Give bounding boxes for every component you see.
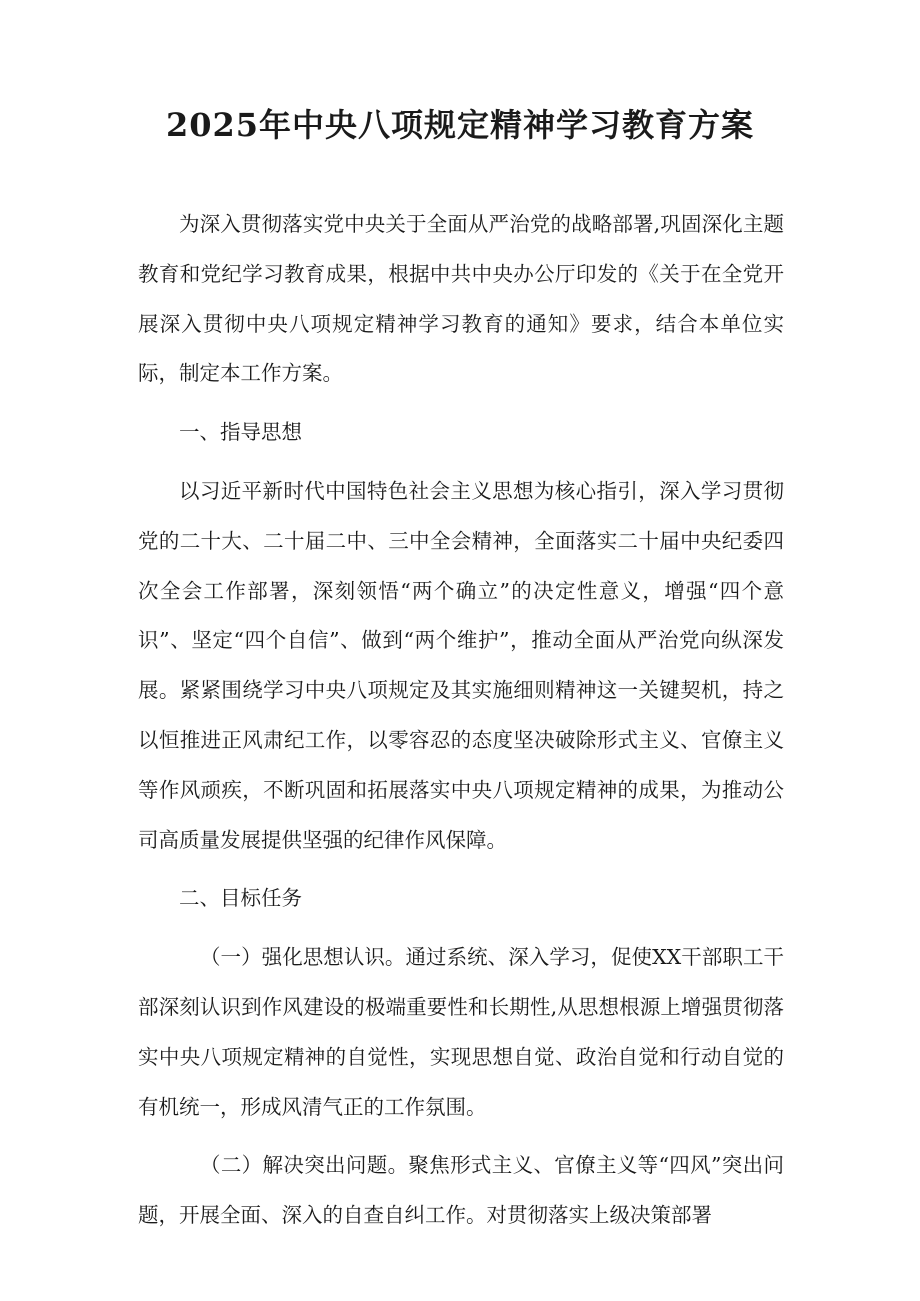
section-heading-goals: 二、目标任务 xyxy=(179,886,302,911)
guiding-thought-paragraph: 以习近平新时代中国特色社会主义思想为核心指引，深入学习贯彻党的二十大、二十届二中、三中全会精神，全面落实二十届中央纪委四次全会工作部署，深刻领悟“两个确立”的决定性意义，增强“四个意识”、坚定“四个自信”、做到“两个维护”，推动全面从严治党向纵深发展。紧紧围绕学习中央八项规定及其实施细则精神这一关键契机，持之以恒推进正风肃纪工作，以零容忍的态度坚决破除形式主义、官僚主义等作风顽疾，不断巩固和拓展落实中央八项规定精神的成果，为推动公司高质量发展提供坚强的纪律作风保障。 xyxy=(138,478,784,852)
goal-item-1-paragraph: （一）强化思想认识。通过系统、深入学习，促使XX干部职工干部深刻认识到作风建设的极端重要性和长期性,从思想根源上增强贯彻落实中央八项规定精神的自觉性，实现思想自觉、政治自觉和行动自觉的有机统一，形成风清气正的工作氛围。 xyxy=(138,945,784,1119)
document-title: 2025年中央八项规定精神学习教育方案 xyxy=(165,106,755,144)
document-body xyxy=(138,200,784,1250)
intro-paragraph: 为深入贯彻落实党中央关于全面从严治党的战略部署,巩固深化主题教育和党纪学习教育成果，根据中共中央办公厅印发的《关于在全党开展深入贯彻中央八项规定精神学习教育的通知》要求，结合本单位实际，制定本工作方案。 xyxy=(138,212,784,386)
section-heading-guiding-thought: 一、指导思想 xyxy=(179,420,302,445)
goal-item-2-paragraph: （二）解决突出问题。聚焦形式主义、官僚主义等“四风”突出问题，开展全面、深入的自查自纠工作。对贯彻落实上级决策部署 xyxy=(138,1153,784,1228)
